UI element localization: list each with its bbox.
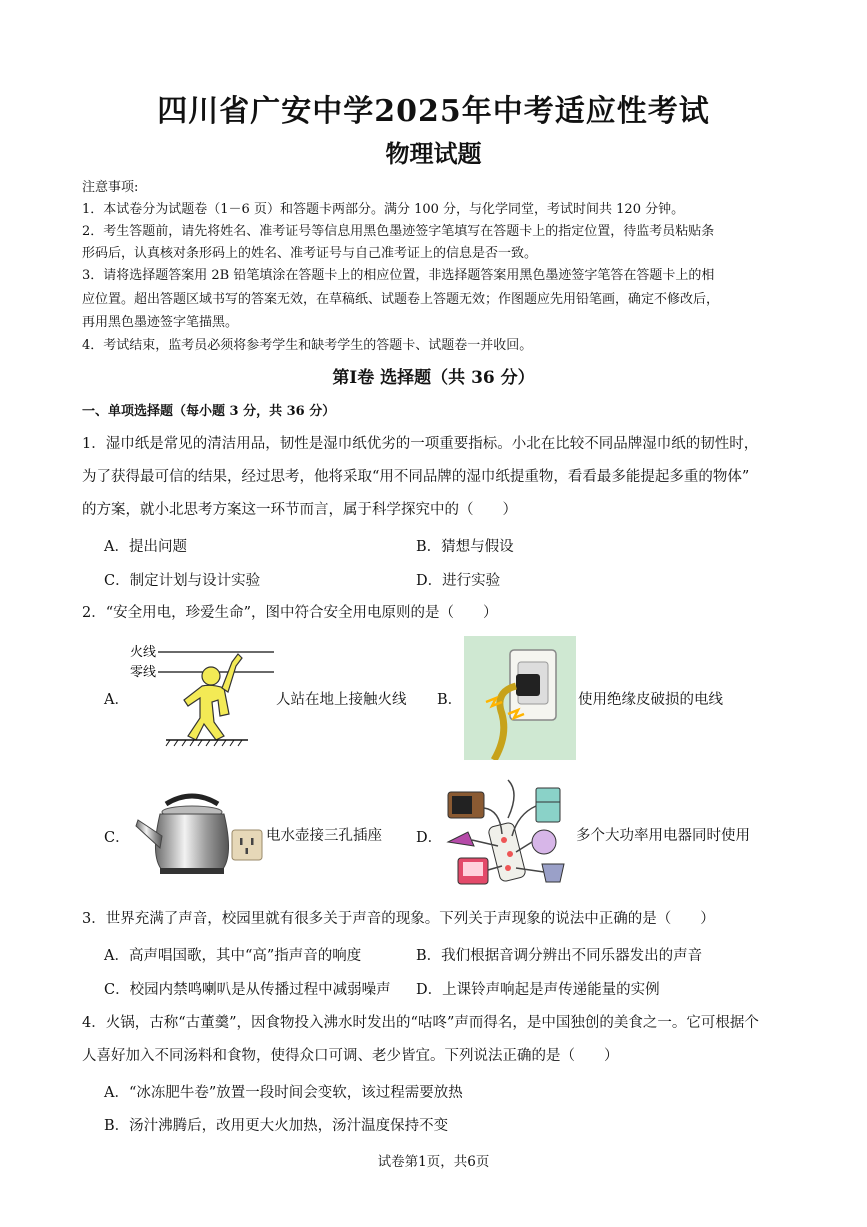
notice-heading: 注意事项: bbox=[82, 180, 139, 195]
q1-option-c: C．制定计划与设计实验 bbox=[104, 573, 261, 589]
q3-option-b: B．我们根据音调分辨出不同乐器发出的声音 bbox=[416, 948, 703, 964]
figure-touch-live-wire bbox=[128, 640, 274, 750]
page-footer: 试卷第1页，共6页 bbox=[377, 1154, 490, 1170]
q2-label-d: D． bbox=[416, 830, 443, 846]
q4-option-a: A．“冰冻肥牛卷”放置一段时间会变软，该过程需要放热 bbox=[104, 1085, 463, 1101]
section-title: 第Ⅰ卷 选择题（共 36 分） bbox=[332, 368, 535, 388]
figure-damaged-wire bbox=[464, 636, 576, 760]
q1-line: 为了获得最可信的结果，经过思考，他将采取“用不同品牌的湿巾纸提重物，看看最多能提起多重的物体” bbox=[82, 469, 750, 485]
q3-stem: 3．世界充满了声音，校园里就有很多关于声音的现象。下列关于声现象的说法中正确的是（ ） bbox=[82, 911, 715, 927]
q2-label-a: A． bbox=[104, 692, 129, 708]
q2-caption-d: 多个大功率用电器同时使用 bbox=[576, 828, 750, 844]
q2-label-c: C． bbox=[104, 830, 130, 846]
notice-line: 1．本试卷分为试题卷（1－6 页）和答题卡两部分。满分 100 分，与化学同堂，考试时间共 120 分钟。 bbox=[82, 202, 685, 217]
q3-option-c: C．校园内禁鸣喇叭是从传播过程中减弱噪声 bbox=[104, 982, 391, 998]
figure-kettle-socket bbox=[132, 786, 264, 878]
label-live-wire: 火线 bbox=[130, 645, 157, 660]
q2-caption-a: 人站在地上接触火线 bbox=[276, 692, 407, 708]
notice-line: 再用黑色墨迹签字笔描黑。 bbox=[82, 315, 239, 330]
q4-line: 4．火锅，古称“古董羹”，因食物投入沸水时发出的“咕咚”声而得名，是中国独创的美食之一。它可根据个 bbox=[82, 1015, 759, 1031]
q2-stem: 2．“安全用电，珍爱生命”，图中符合安全用电原则的是（ ） bbox=[82, 605, 498, 621]
q1-option-b: B．猜想与假设 bbox=[416, 539, 514, 555]
q4-option-b: B．汤汁沸腾后，改用更大火加热，汤汁温度保持不变 bbox=[104, 1118, 449, 1134]
q1-line: 1．湿巾纸是常见的清洁用品，韧性是湿巾纸优劣的一项重要指标。小北在比较不同品牌湿巾纸的韧性时， bbox=[82, 436, 759, 452]
q2-caption-b: 使用绝缘皮破损的电线 bbox=[578, 692, 723, 708]
q1-option-d: D．进行实验 bbox=[416, 573, 501, 589]
q1-option-a: A．提出问题 bbox=[104, 539, 187, 555]
notice-line: 形码后，认真核对条形码上的姓名、准考证号与自己准考证上的信息是否一致。 bbox=[82, 246, 538, 261]
q1-line: 的方案，就小北思考方案这一环节而言，属于科学探究中的（ ） bbox=[82, 502, 517, 518]
notice-line: 2．考生答题前，请先将姓名、准考证号等信息用黑色墨迹签字笔填写在答题卡上的指定位置，待监考员粘贴条 bbox=[82, 224, 715, 239]
label-neutral-wire: 零线 bbox=[130, 665, 157, 680]
part-heading: 一、单项选择题（每小题 3 分，共 36 分） bbox=[82, 404, 336, 419]
q3-option-a: A．高声唱国歌，其中“高”指声音的响度 bbox=[104, 948, 362, 964]
figure-overloaded-outlet bbox=[444, 774, 574, 890]
notice-line: 应位置。超出答题区域书写的答案无效，在草稿纸、试题卷上答题无效；作图题应先用铅笔画，确定不修改后， bbox=[82, 292, 720, 307]
q2-caption-c: 电水壶接三孔插座 bbox=[266, 828, 382, 844]
exam-title: 四川省广安中学2025年中考适应性考试 bbox=[157, 94, 710, 129]
q4-line: 人喜好加入不同汤料和食物，使得众口可调、老少皆宜。下列说法正确的是（ ） bbox=[82, 1048, 619, 1064]
exam-subtitle: 物理试题 bbox=[385, 139, 482, 168]
notice-line: 4．考试结束，监考员必须将参考学生和缺考学生的答题卡、试题卷一并收回。 bbox=[82, 338, 533, 353]
q2-label-b: B． bbox=[437, 692, 463, 708]
notice-line: 3．请将选择题答案用 2B 铅笔填涂在答题卡上的相应位置，非选择题答案用黑色墨迹签字笔答在答题卡上的相 bbox=[82, 268, 715, 283]
q3-option-d: D．上课铃声响起是声传递能量的实例 bbox=[416, 982, 660, 998]
